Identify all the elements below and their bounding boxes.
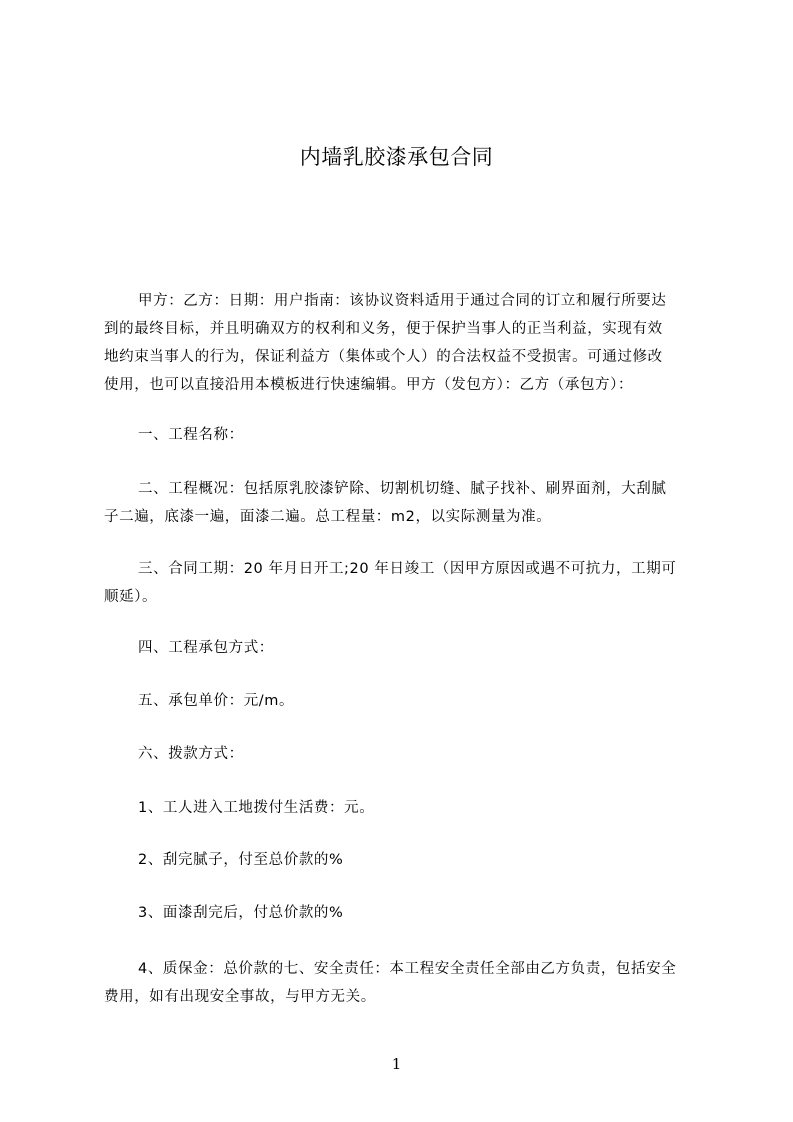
payment-item-4-line-2: 费用，如有出现安全事故，与甲方无关。: [104, 989, 376, 1005]
section-unit-price: [104, 687, 714, 715]
intro-line-1: 甲方：乙方：日期：用户指南：该协议资料适用于通过合同的订立和履行所要达: [138, 293, 667, 309]
section-4-text: 四、工程承包方式：: [138, 640, 274, 656]
section-contract-method: [104, 634, 714, 662]
section-1-text: 一、工程名称：: [138, 427, 244, 443]
payment-item-4-line-1: 4、质保金：总价款的七、安全责任：本工程安全责任全部由乙方负责，包括安全: [138, 961, 677, 977]
section-2-line-2: 子二遍，底漆一遍，面漆二遍。总工程量：m2，以实际测量为准。: [104, 509, 552, 525]
section-3-line-2: 顺延）。: [104, 589, 158, 605]
section-3-line-1: 三、合同工期：20 年月日开工;20 年日竣工（因甲方原因或遇不可抗力，工期可: [138, 561, 677, 577]
section-project-name: [104, 421, 714, 449]
payment-item-2: [104, 846, 714, 874]
payment-item-4: [104, 955, 714, 1011]
section-project-overview: [104, 475, 714, 531]
section-contract-period: [104, 555, 714, 611]
page-number: 1: [391, 1055, 402, 1073]
intro-paragraph: [104, 287, 714, 399]
section-5-text: 五、承包单价：元/m。: [138, 693, 295, 709]
section-payment-method: [104, 740, 714, 768]
payment-item-1: [104, 794, 714, 822]
document-title: 内墙乳胶漆承包合同: [299, 145, 494, 169]
section-6-text: 六、拨款方式：: [138, 746, 244, 762]
section-2-line-1: 二、工程概况：包括原乳胶漆铲除、切割机切缝、腻子找补、刷界面剂，大刮腻: [138, 481, 667, 497]
payment-item-1-text: 1、工人进入工地拨付生活费：元。: [138, 800, 375, 816]
payment-item-2-text: 2、刮完腻子，付至总价款的%: [138, 852, 344, 868]
intro-line-2: 到的最终目标，并且明确双方的权利和义务，便于保护当事人的正当利益，实现有效: [104, 321, 663, 337]
payment-item-3: [104, 899, 714, 927]
payment-item-3-text: 3、面漆刮完后，付总价款的%: [138, 905, 344, 921]
intro-line-4: 使用，也可以直接沿用本模板进行快速编辑。甲方（发包方）：乙方（承包方）：: [104, 377, 634, 393]
intro-line-3: 地约束当事人的行为，保证利益方（集体或个人）的合法权益不受损害。可通过修改: [104, 349, 663, 365]
